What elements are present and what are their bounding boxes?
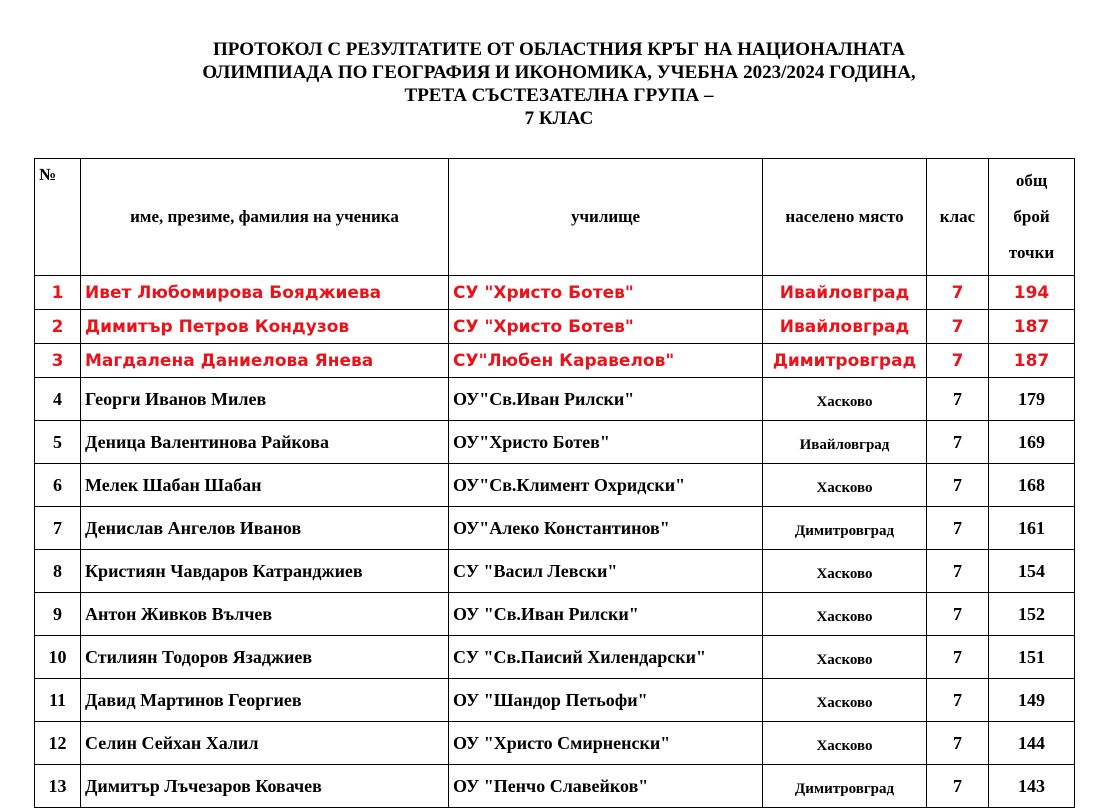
cell-name: Димитър Лъчезаров Ковачев [81, 765, 449, 808]
table-row [35, 765, 1075, 808]
results-table [34, 158, 1075, 808]
cell-place: Ивайловград [763, 310, 927, 344]
cell-points: 179 [989, 378, 1075, 421]
cell-grade: 7 [927, 550, 989, 593]
cell-school: ОУ "Христо Смирненски" [449, 722, 763, 765]
table-row [35, 593, 1075, 636]
cell-school: СУ "Христо Ботев" [449, 310, 763, 344]
cell-place: Хасково [763, 550, 927, 593]
cell-school: ОУ "Шандор Петьофи" [449, 679, 763, 722]
cell-name: Давид Мартинов Георгиев [81, 679, 449, 722]
table-row [35, 722, 1075, 765]
cell-grade: 7 [927, 765, 989, 808]
cell-school: ОУ"Христо Ботев" [449, 421, 763, 464]
title-line-3: ТРЕТА СЪСТЕЗАТЕЛНА ГРУПА – [404, 85, 714, 106]
table-row [35, 344, 1075, 378]
header-name: име, презиме, фамилия на ученика [81, 159, 449, 276]
cell-school: ОУ "Св.Иван Рилски" [449, 593, 763, 636]
cell-school: ОУ"Алеко Константинов" [449, 507, 763, 550]
cell-place: Хасково [763, 378, 927, 421]
cell-grade: 7 [927, 636, 989, 679]
cell-num: 12 [35, 722, 81, 765]
cell-place: Хасково [763, 464, 927, 507]
cell-place: Хасково [763, 679, 927, 722]
cell-grade: 7 [927, 276, 989, 310]
cell-name: Антон Живков Вълчев [81, 593, 449, 636]
cell-points: 143 [989, 765, 1075, 808]
header-row [35, 159, 1075, 276]
header-place: населено място [763, 159, 927, 276]
cell-name: Мелек Шабан Шабан [81, 464, 449, 507]
cell-num: 8 [35, 550, 81, 593]
cell-num: 2 [35, 310, 81, 344]
cell-num: 13 [35, 765, 81, 808]
header-points-line2: брой [1013, 207, 1050, 226]
cell-place: Хасково [763, 722, 927, 765]
cell-num: 7 [35, 507, 81, 550]
cell-points: 149 [989, 679, 1075, 722]
cell-points: 144 [989, 722, 1075, 765]
cell-name: Кристиян Чавдаров Катранджиев [81, 550, 449, 593]
cell-points: 152 [989, 593, 1075, 636]
cell-num: 4 [35, 378, 81, 421]
title-line-1: ПРОТОКОЛ С РЕЗУЛТАТИТЕ ОТ ОБЛАСТНИЯ КРЪГ НА НАЦИОНАЛНАТА [213, 39, 905, 60]
cell-name: Деница Валентинова Райкова [81, 421, 449, 464]
cell-points: 151 [989, 636, 1075, 679]
cell-school: СУ "Христо Ботев" [449, 276, 763, 310]
cell-grade: 7 [927, 344, 989, 378]
cell-points: 187 [989, 310, 1075, 344]
cell-place: Ивайловград [763, 276, 927, 310]
cell-points: 161 [989, 507, 1075, 550]
cell-school: СУ "Васил Левски" [449, 550, 763, 593]
table-row [35, 464, 1075, 507]
cell-points: 168 [989, 464, 1075, 507]
header-points-line3: точки [1008, 243, 1055, 262]
cell-place: Хасково [763, 593, 927, 636]
table-row [35, 421, 1075, 464]
cell-grade: 7 [927, 507, 989, 550]
cell-num: 1 [35, 276, 81, 310]
cell-name: Денислав Ангелов Иванов [81, 507, 449, 550]
table-row [35, 550, 1075, 593]
table-row [35, 378, 1075, 421]
cell-grade: 7 [927, 722, 989, 765]
cell-grade: 7 [927, 593, 989, 636]
cell-place: Димитровград [763, 507, 927, 550]
title-line-4: 7 КЛАС [524, 108, 594, 129]
table-row [35, 507, 1075, 550]
cell-school: ОУ"Св.Иван Рилски" [449, 378, 763, 421]
cell-num: 3 [35, 344, 81, 378]
cell-place: Димитровград [763, 765, 927, 808]
document-title [0, 38, 1118, 130]
header-num: № [35, 159, 81, 276]
header-grade: клас [927, 159, 989, 276]
cell-grade: 7 [927, 378, 989, 421]
table-row [35, 636, 1075, 679]
cell-place: Хасково [763, 636, 927, 679]
header-points-line1: общ [1015, 171, 1048, 190]
cell-num: 10 [35, 636, 81, 679]
header-points [989, 159, 1075, 276]
cell-grade: 7 [927, 679, 989, 722]
cell-school: СУ "Св.Паисий Хилендарски" [449, 636, 763, 679]
cell-school: ОУ"Св.Климент Охридски" [449, 464, 763, 507]
cell-grade: 7 [927, 464, 989, 507]
cell-name: Димитър Петров Кондузов [81, 310, 449, 344]
cell-num: 9 [35, 593, 81, 636]
cell-name: Ивет Любомирова Бояджиева [81, 276, 449, 310]
cell-place: Ивайловград [763, 421, 927, 464]
cell-grade: 7 [927, 421, 989, 464]
cell-num: 6 [35, 464, 81, 507]
table-row [35, 310, 1075, 344]
cell-school: СУ"Любен Каравелов" [449, 344, 763, 378]
cell-num: 11 [35, 679, 81, 722]
cell-name: Георги Иванов Милев [81, 378, 449, 421]
cell-name: Магдалена Даниелова Янева [81, 344, 449, 378]
cell-name: Селин Сейхан Халил [81, 722, 449, 765]
cell-points: 154 [989, 550, 1075, 593]
cell-points: 187 [989, 344, 1075, 378]
title-line-2: ОЛИМПИАДА ПО ГЕОГРАФИЯ И ИКОНОМИКА, УЧЕБНА 2023/2024 ГОДИНА, [202, 62, 916, 83]
table-row [35, 276, 1075, 310]
cell-points: 194 [989, 276, 1075, 310]
cell-name: Стилиян Тодоров Язаджиев [81, 636, 449, 679]
cell-grade: 7 [927, 310, 989, 344]
header-school: училище [449, 159, 763, 276]
cell-points: 169 [989, 421, 1075, 464]
cell-school: ОУ "Пенчо Славейков" [449, 765, 763, 808]
cell-num: 5 [35, 421, 81, 464]
cell-place: Димитровград [763, 344, 927, 378]
table-row [35, 679, 1075, 722]
